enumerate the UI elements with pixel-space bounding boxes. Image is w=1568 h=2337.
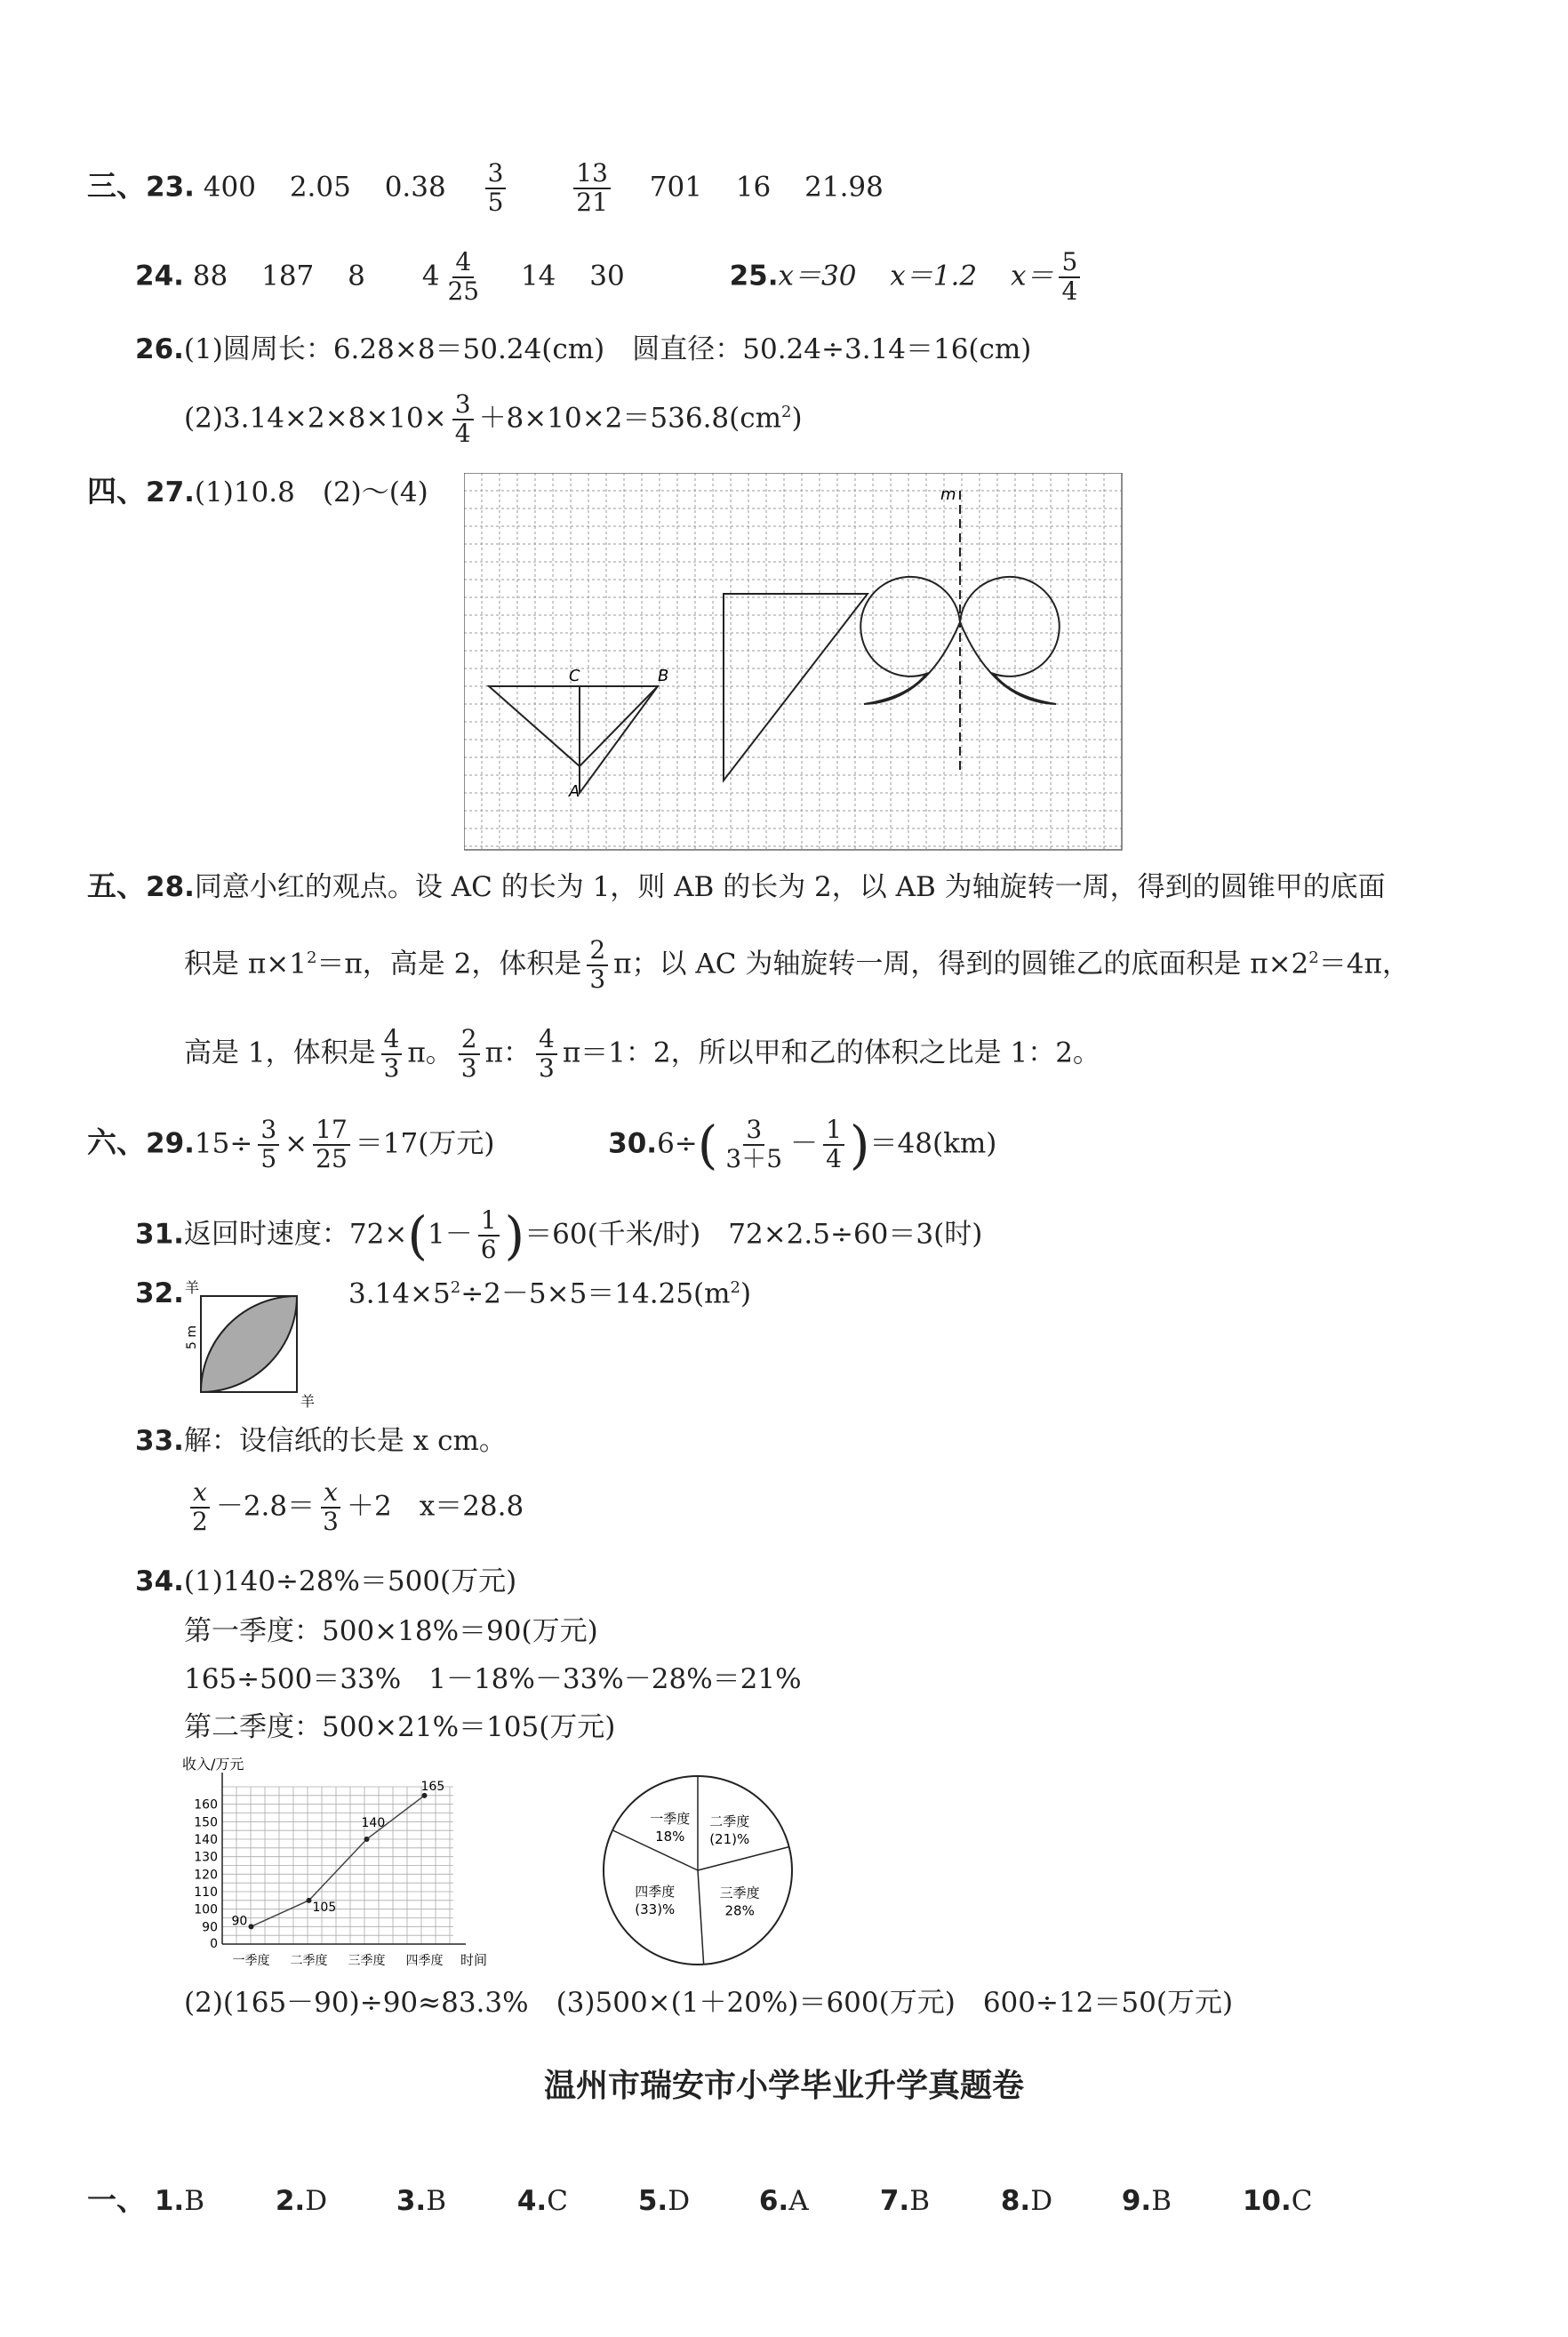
section-1-answers [87,2182,1323,2217]
q28-sup2: 2 [1308,948,1319,967]
q30-b: － [790,1127,819,1160]
q24-mixed-frac: $\frac{4}{25}$ [447,247,480,306]
q28-t3c: π： [484,1036,531,1069]
q24-v1: 88 [192,260,228,292]
answer-letter: D [1030,2185,1053,2217]
q23-row [87,160,884,217]
answer-item [396,2185,517,2217]
x-tick-label: 一季度 [232,1954,270,1968]
q31-c: ＝60(千米/时) 72×2.5÷60＝3(时) [524,1218,983,1251]
q29-b: × [284,1127,308,1160]
grid-figure [464,473,1126,853]
pie-slice-label: 一季度 [650,1810,691,1827]
q28-text1: 同意小红的观点。设 AC 的长为 1，则 AB 的长为 2，以 AB 为轴旋转一周，得到的圆锥甲的底面 [194,871,1386,903]
q26-number: 26. [135,333,184,365]
point-label-b: B [658,667,669,685]
q33-b: －2.8＝ [215,1490,316,1523]
q31-a: 返回时速度：72× [183,1218,408,1251]
q28-line2 [184,937,1410,994]
q32-formula [348,1277,752,1310]
section-1-label: 一、 [87,2182,146,2217]
q34-text1: (1)140÷28%＝500(万元) [183,1565,517,1597]
q25-c: x＝ [1010,260,1054,292]
answer-item [275,2185,396,2217]
q33-frac2: $\frac{x}{3}$ [323,1477,339,1536]
q28-t3b: π。 [407,1036,453,1069]
q25-b: x＝1.2 [890,260,978,292]
q28-t2d: ＝4π， [1318,948,1410,980]
sheep-label-bottom: 羊 [300,1393,316,1410]
q32-b: ÷2－5×5＝14.25(m [460,1277,731,1310]
q24-v2: 187 [261,260,315,292]
q30-frac2: $\frac{1}{4}$ [823,1116,844,1173]
q23-v4: 701 [649,171,702,204]
q30-number: 30. [608,1127,658,1160]
chart-xlabel: 时间 [460,1952,488,1968]
section-6-label: 六、 [87,1124,146,1160]
y-tick-label: 130 [194,1850,218,1865]
q34-text2: 第一季度：500×18%＝90(万元) [184,1615,598,1647]
answer-number: 5. [637,2185,668,2217]
answer-item [1000,2185,1122,2217]
q28-line1 [87,868,1386,903]
line-chart [178,1753,516,1975]
y-tick-label: 90 [202,1920,218,1935]
pie-slice-label: 二季度 [709,1813,750,1829]
q24-v5: 30 [589,260,625,292]
q34-text4: 第二季度：500×21%＝105(万元) [184,1711,616,1743]
data-point [307,1898,312,1903]
q24-number: 24. [135,260,184,292]
q23-v2: 2.05 [289,171,351,204]
q25-frac: $\frac{5}{4}$ [1059,249,1080,306]
y-tick-label: 110 [194,1885,218,1900]
q34-number: 34. [135,1565,184,1597]
point-label-a: A [569,782,580,801]
q28-t3d: π＝1：2，所以甲和乙的体积之比是 1：2。 [562,1036,1100,1069]
q23-v6: 21.98 [804,171,884,204]
x-tick-label: 二季度 [290,1954,328,1968]
q26-frac: $\frac{3}{4}$ [452,391,474,448]
q28-frac2: $\frac{4}{3}$ [381,1026,403,1083]
data-label: 105 [312,1900,337,1915]
q34-text3: 165÷500＝33% 1－18%－33%－28%＝21% [184,1663,802,1695]
q33-line1 [135,1425,507,1457]
answer-letter: B [426,2185,446,2217]
answer-letter: B [184,2185,204,2217]
answer-number: 3. [396,2185,427,2217]
q34-line1 [135,1565,517,1597]
answer-number: 2. [275,2185,306,2217]
q23-frac-a: $\frac{3}{5}$ [485,160,507,217]
q29-row: 六、29.15÷ $\frac{3}{5}$ × $\frac{17}{25}$ ＝17(万元) 30.6÷( $\frac{3}{3+5}$ － $\frac{1}{4}$ )＝48(km) [87,1114,997,1175]
answer-letter: A [788,2185,809,2217]
q26-text2a: (2)3.14×2×8×10× [184,402,447,435]
q26-sup: 2 [781,402,792,421]
q31-b: 1－ [427,1218,473,1251]
y-tick-label: 140 [194,1833,218,1847]
section-4-label: 四、 [87,474,146,508]
curve-right [960,577,1060,704]
data-label: 165 [420,1779,445,1794]
q28-frac4: $\frac{4}{3}$ [536,1026,557,1083]
q28-t2b: ＝π，高是 2，体积是 [316,948,582,980]
answer-item [1121,2185,1243,2217]
q26-line2 [184,391,803,448]
answer-number: 6. [758,2185,789,2217]
q31-row: 31.返回时速度：72×(1－ $\frac{1}{6}$ )＝60(千米/时) 72×2.5÷60＝3(时) [135,1205,983,1266]
y-tick-label: 160 [194,1797,218,1813]
q31-frac: $\frac{1}{6}$ [478,1207,500,1264]
q29-frac2: $\frac{17}{25}$ [313,1116,350,1173]
x-tick-label: 三季度 [348,1954,386,1968]
pie-slice-edge [698,1870,704,1965]
q23-number: 23. [146,171,195,204]
sheep-label-top: 羊 [185,1280,200,1296]
q32-figure [174,1280,325,1413]
answer-number: 4. [516,2185,548,2217]
pie-slice-label: 三季度 [719,1885,760,1901]
q30-c: ＝48(km) [869,1127,997,1160]
q28-t2a: 积是 π×1 [184,948,307,980]
pie-chart [596,1771,809,1975]
answer-letter: C [1291,2185,1313,2217]
q31-number: 31. [135,1218,184,1251]
q26-text2b: ＋8×10×2＝536.8(cm [478,402,782,435]
q33-frac1: $\frac{x}{2}$ [192,1477,208,1536]
q28-number: 28. [146,871,195,903]
pie-slice-value: (33)% [635,1901,676,1917]
answer-item [758,2185,880,2217]
shaded-lens [201,1296,297,1392]
q24-row [135,249,1085,306]
chart-ylabel: 收入/万元 [182,1756,244,1773]
q23-v5: 16 [735,171,772,204]
q26-text1: (1)圆周长：6.28×8＝50.24(cm) 圆直径：50.24÷3.14＝16(cm) [183,333,1032,365]
pie-slice-value: 28% [724,1902,755,1919]
answer-number: 8. [1000,2185,1031,2217]
curve-left [860,577,960,704]
q32-number: 32. [135,1277,184,1309]
q32-a: 3.14×5 [348,1277,451,1310]
answer-letter: D [305,2185,328,2217]
data-point [249,1924,254,1929]
answer-item [154,2185,276,2217]
q28-sup1: 2 [306,948,317,967]
q23-v1: 400 [203,171,256,204]
q29-a: 15÷ [194,1127,253,1160]
q30-a: 6÷ [657,1127,698,1160]
point-label-c: C [569,667,580,685]
q24-mixed-whole: 4 [421,260,440,292]
data-label: 140 [361,1816,386,1830]
q23-v3: 0.38 [384,171,446,204]
q25-a: x＝30 [778,260,857,292]
q27-number: 27. [146,476,195,508]
q33-number: 33. [135,1425,184,1457]
y-tick-label: 0 [210,1937,218,1951]
side-length-label: 5 m [185,1325,199,1349]
answer-number: 9. [1121,2185,1152,2217]
series-line [252,1796,425,1926]
answer-item [637,2185,759,2217]
answer-letter: C [547,2185,568,2217]
q32-c: ) [740,1277,752,1310]
q33-line2 [184,1479,524,1536]
q27-row [87,476,428,507]
section-5-label: 五、 [87,868,146,903]
q24-v3: 8 [348,260,365,292]
q34-text5: (2)(165－90)÷90≈83.3% (3)500×(1＋20%)＝600(万元) 600÷12＝50(万元) [184,1987,1234,2019]
q29-c: ＝17(万元) [355,1127,495,1160]
answer-item [516,2185,638,2217]
x-tick-label: 四季度 [405,1954,444,1968]
pie-slice-value: 18% [655,1828,685,1845]
q29-number: 29. [146,1127,195,1160]
triangle-left [489,686,658,766]
data-point [364,1837,370,1842]
answer-letter: B [909,2185,930,2217]
answer-item [879,2185,1001,2217]
q33-text1: 解：设信纸的长是 x cm。 [183,1425,507,1457]
q28-t3a: 高是 1，体积是 [184,1036,376,1069]
q27-text: (1)10.8 (2)～(4) [194,476,428,508]
axis-label-m: m [940,485,956,504]
answer-letter: D [668,2185,691,2217]
q32-sup2: 2 [730,1278,740,1297]
triangle-right [724,594,868,780]
q28-frac1: $\frac{2}{3}$ [587,937,608,994]
y-tick-label: 120 [194,1868,218,1883]
q25-number: 25. [729,260,779,292]
q26-text2c: ) [791,402,803,435]
q23-frac-b: $\frac{13}{21}$ [573,160,611,217]
answer-number: 10. [1242,2185,1292,2217]
y-tick-label: 100 [194,1902,218,1917]
answer-letter: B [1151,2185,1172,2217]
q30-frac1: $\frac{3}{3+5}$ [725,1115,783,1173]
section-3-label: 三、 [87,168,146,204]
pie-slice-edge [698,1847,789,1870]
q29-frac1: $\frac{3}{5}$ [258,1116,279,1173]
q28-frac3: $\frac{2}{3}$ [459,1026,480,1083]
q26-line1 [135,333,1032,365]
answer-number: 7. [879,2185,910,2217]
answer-number: 1. [154,2185,185,2217]
data-label: 90 [231,1914,248,1929]
q28-t2c: π；以 AC 为轴旋转一周，得到的圆锥乙的底面积是 π×2 [613,948,1309,980]
section-title: 温州市瑞安市小学毕业升学真题卷 [543,2068,1024,2104]
q28-line3 [184,1026,1100,1083]
q33-c: ＋2 x＝28.8 [346,1490,524,1523]
pie-slice-label: 四季度 [635,1883,676,1900]
q24-v4: 14 [520,260,556,292]
y-tick-label: 150 [194,1815,218,1830]
pie-slice-value: (21)% [709,1830,750,1847]
answer-item [1242,2185,1323,2217]
q32-sup1: 2 [450,1278,461,1297]
